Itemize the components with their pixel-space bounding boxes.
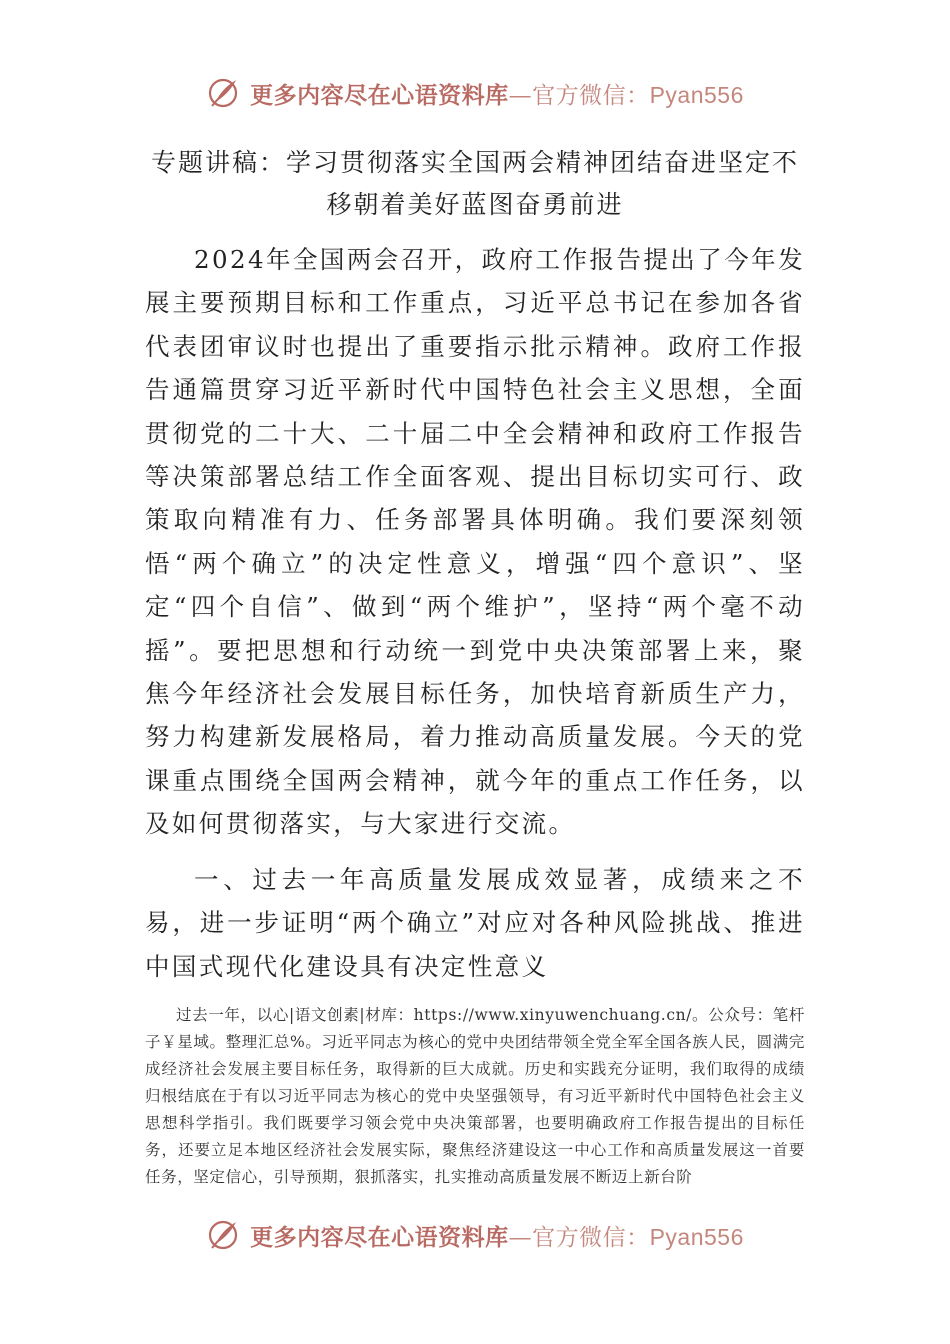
- banner-wechat-id: Pyan556: [649, 1223, 744, 1250]
- section-body: 过去一年，以心|语文创素|材库：https://www.xinyuwenchuang.cn/。公众号：笔杆子￥星域。整理汇总%。习近平同志为核心的党中央团结带领全党全军全国各族人民，圆满完成经济社会发展主要目标任务，取得新的巨大成就。历史和实践充分证明，我们取得的成绩归根结底在于有以习近平同志为核心的党中央坚强领导，有习近平新时代中国特色社会主义思想科学指引。我们既要学习领会党中央决策部署，也要明确政府工作报告提出的目标任务，还要立足本地区经济社会发展实际，聚焦经济建设这一中心工作和高质量发展这一首要任务，坚定信心，引导预期，狠抓落实，扎实推动高质量发展不断迈上新台阶: [145, 1006, 805, 1186]
- section-heading: 一、过去一年高质量发展成效显著，成绩来之不易，进一步证明“两个确立”对应对各种风险挑战、推进中国式现代化建设具有决定性意义: [145, 865, 805, 981]
- quill-logo-icon: [206, 76, 240, 110]
- banner-main-text: 更多内容尽在心语资料库: [250, 81, 509, 109]
- document-title: 专题讲稿：学习贯彻落实全国两会精神团结奋进坚定不移朝着美好蓝图奋勇前进: [150, 148, 799, 219]
- banner-dash-text: —官方微信：: [508, 82, 650, 109]
- header-banner: [0, 68, 950, 118]
- banner-main-text: 更多内容尽在心语资料库: [250, 1223, 509, 1251]
- footer-banner: [0, 1210, 950, 1260]
- banner-text: [250, 77, 744, 110]
- banner-wechat-id: Pyan556: [649, 81, 744, 108]
- quill-logo-icon: [206, 1218, 240, 1252]
- banner-dash-text: —官方微信：: [508, 1224, 650, 1251]
- banner-text: [250, 1219, 744, 1252]
- intro-paragraph: 2024年全国两会召开，政府工作报告提出了今年发展主要预期目标和工作重点，习近平总书记在参加各省代表团审议时也提出了重要指示批示精神。政府工作报告通篇贯穿习近平新时代中国特色社会主义思想，全面贯彻党的二十大、二十届二中全会精神和政府工作报告等决策部署总结工作全面客观、提出目标切实可行、政策取向精准有力、任务部署具体明确。我们要深刻领悟“两个确立”的决定性意义，增强“四个意识”、坚定“四个自信”、做到“两个维护”，坚持“两个毫不动摇”。要把思想和行动统一到党中央决策部署上来，聚焦今年经济社会发展目标任务，加快培育新质生产力，努力构建新发展格局，着力推动高质量发展。今天的党课重点围绕全国两会精神，就今年的重点工作任务，以及如何贯彻落实，与大家进行交流。: [145, 245, 805, 839]
